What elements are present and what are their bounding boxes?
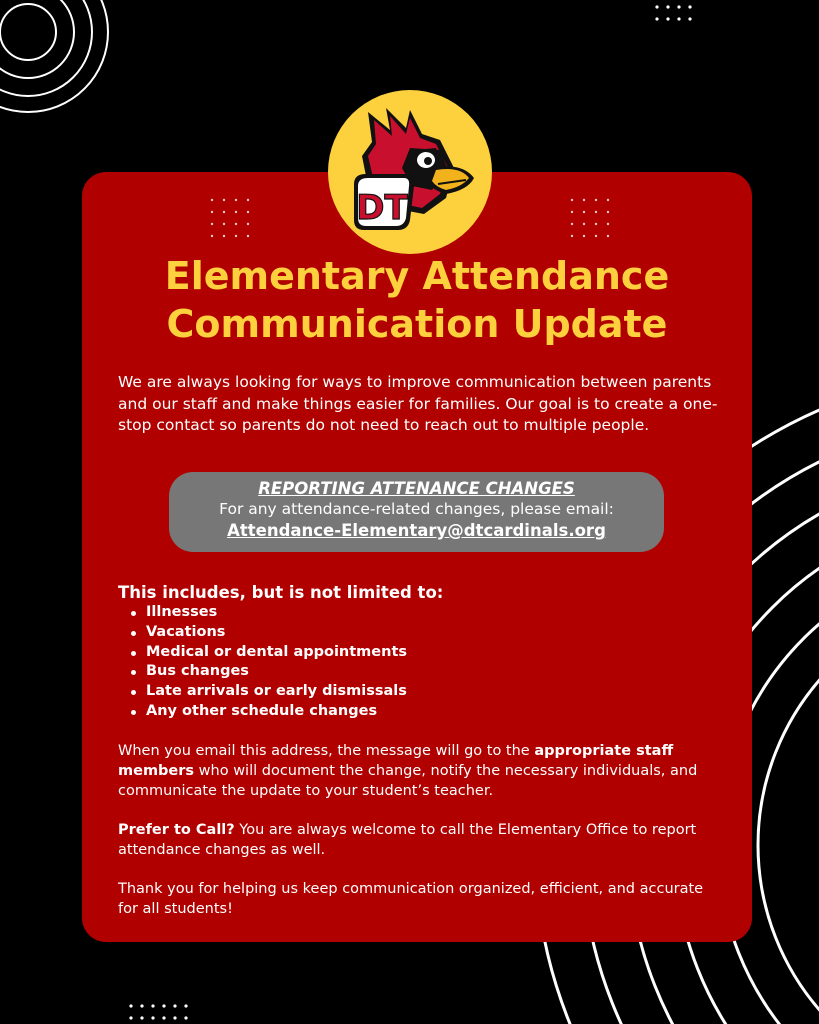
- card-dots-right: [568, 196, 612, 240]
- top-right-dots: [655, 5, 691, 20]
- logo-text: DT: [356, 188, 408, 228]
- call-paragraph-text: You are always welcome to call the Elementary Office to report attendance changes as well.: [118, 822, 697, 858]
- attendance-email-link[interactable]: Attendance-Elementary@dtcardinals.org: [227, 521, 606, 540]
- title-line-1: Elementary Attendance: [164, 254, 670, 298]
- reporting-heading: REPORTING ATTENANCE CHANGES: [258, 479, 575, 498]
- intro-text: We are always looking for ways to improve communication between parents and our staff and make things easier for families. Our goal is to create a one-stop contact so parents do not need to reach out to multiple people.: [118, 373, 718, 434]
- email-paragraph-end: who will document the change, notify the necessary individuals, and communicate the update to your student’s teacher.: [118, 762, 698, 799]
- email-paragraph: [118, 742, 723, 801]
- school-logo: [328, 90, 492, 254]
- page-title: [82, 252, 752, 348]
- list-item: Any other schedule changes: [118, 702, 407, 722]
- reporting-box: [169, 472, 664, 552]
- list-item: Illnesses: [118, 603, 407, 623]
- card-dots-left: [208, 196, 252, 240]
- list-item: Medical or dental appointments: [118, 643, 407, 663]
- includes-heading: This includes, but is not limited to:: [118, 583, 444, 602]
- thanks-paragraph: Thank you for helping us keep communication organized, efficient, and accurate for all students!: [118, 881, 704, 917]
- title-line-2: Communication Update: [166, 302, 668, 346]
- cardinal-mascot-icon: [328, 90, 492, 254]
- includes-list: [118, 603, 407, 722]
- email-paragraph-start: When you email this address, the message will go to the: [118, 743, 535, 759]
- email-paragraph-bold: appropriate staff members: [118, 743, 674, 779]
- list-item: Vacations: [118, 623, 407, 643]
- call-paragraph: [118, 821, 723, 861]
- call-paragraph-bold: Prefer to Call?: [118, 822, 235, 838]
- list-item: Late arrivals or early dismissals: [118, 682, 407, 702]
- reporting-text: For any attendance-related changes, please email:: [219, 500, 614, 518]
- bottom-left-dots: [129, 1004, 187, 1019]
- top-left-rings: [0, 0, 108, 112]
- list-item: Bus changes: [118, 662, 407, 682]
